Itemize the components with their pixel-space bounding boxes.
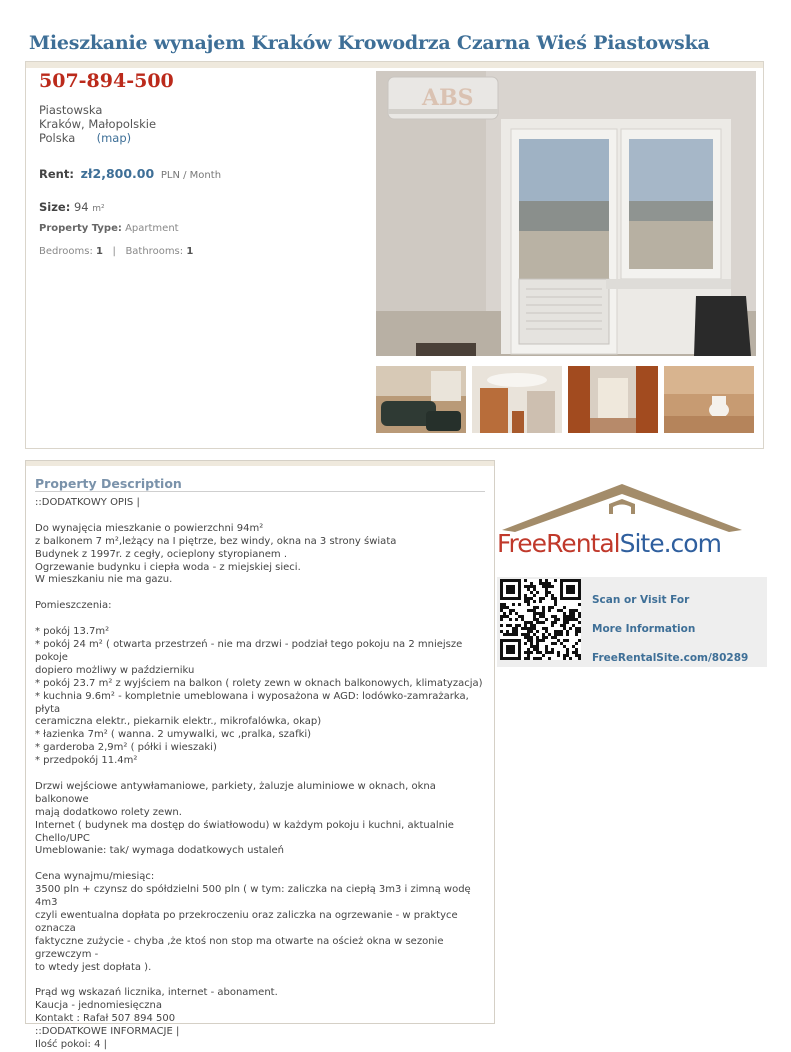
thumbnail-1-image [376,366,466,433]
logo-text-site: Site [619,529,664,558]
photo-watermark: ABS [422,85,474,111]
rent-label: Rent: [39,167,74,181]
main-photo[interactable] [376,71,756,356]
size-line [39,200,105,214]
qr-code-icon [500,579,581,660]
thumbnail-2-image [472,366,562,433]
thumbnail-3-image [568,366,658,433]
property-type-value: Apartment [125,223,179,234]
bathrooms-count: 1 [186,246,194,257]
phone-number: 507-894-500 [39,70,174,92]
scan-line-1: Scan or Visit For [592,594,690,606]
description-text: ::DODATKOWY OPIS | Do wynajęcia mieszkanie o powierzchni 94m² z balkonem 7 m²,leżący na I piętrze, bez windy, okna na 3 strony świata Budynek z 1997r. z cegły, ocieplony styropianem . Ogrzewanie budynku i ciepła woda - z miejskiej sieci. W mieszkaniu nie ma gazu. Pomieszczenia: * pokój 13.7m² * pokój 24 m² ( otwarta przestrzeń - nie ma drzwi - podział tego pokoju na 2 mniejsze pokoje dopiero możliwy w październiku * pokój 23.7 m² z wyjściem na balkon ( rolety zewn w oknach balkonowych, klimatyzacja) * kuchnia 9.6m² - kompletnie umeblowana i wyposażona w AGD: lodówko-zamrażarka, płyta ceramiczna elektr., piekarnik elektr., mikrofalówka, okap) * łazienka 7m² ( wanna. 2 umywalki, wc ,pralka, szafki) * garderoba 2,9m² ( półki i wieszaki) * przedpokój 11.4m² Drzwi wejściowe antywłamaniowe, parkiety, żaluzje aluminiowe w oknach, okna balkonowe mają dodatkowo rolety zewn. Internet ( budynek ma dostęp do światłowodu) w każdym pokoju i kuchni, aktualnie Chello/UPC Umeblowanie: tak/ wymaga dodatkowych ustaleń Cena wynajmu/miesiąc: 3500 pln + czynsz do spółdzielni 500 pln ( w tym: zaliczka na ciepłą 3m3 i zimną wodę 4m3 czyli ewentualna dopłata po przekroczeniu oraz zaliczka na ogrzewanie - w praktyce oznacza faktyczne zużycie - chyba ,że ktoś non stop ma otwarte na oścież okna w sezonie grzewczym - to wtedy jest dopłata ). Prąd wg wskazań licznika, internet - abonament. Kaucja - jednomiesięczna Kontakt : Rafał 507 894 500 ::DODATKOWE INFORMACJE | Ilość pokoi: 4 | [35,497,483,1051]
logo-text-rental: Rental [546,529,620,558]
address-city-region: Kraków, Małopolskie [39,117,157,131]
thumbnail-2[interactable] [472,366,562,433]
address-street: Piastowska [39,103,103,117]
qr-code[interactable] [500,579,581,660]
bedrooms-count: 1 [96,246,103,257]
rent-price: zł2,800.00 [80,166,155,181]
rent-unit: PLN / Month [160,170,222,181]
address-country-line [39,131,131,145]
thumbnail-4-image [664,366,754,433]
bathrooms-label: Bathrooms: [125,246,184,257]
thumbnail-1[interactable] [376,366,466,433]
rent-line [39,166,221,181]
logo-text-com: .com [663,529,721,558]
map-link[interactable]: (map) [96,131,132,145]
address-country: Polska [39,131,76,145]
bedrooms-label: Bedrooms: [39,246,93,257]
thumbnail-4[interactable] [664,366,754,433]
size-unit: m² [92,204,105,214]
rooms-line [39,246,193,257]
thumbnail-3[interactable] [568,366,658,433]
property-type-label: Property Type: [39,223,122,234]
scan-url[interactable]: FreeRentalSite.com/80289 [592,652,749,664]
description-heading: Property Description [35,476,182,491]
description-divider [35,491,485,492]
size-label: Size: [39,200,71,214]
page-title: Mieszkanie wynajem Kraków Krowodrza Czarna Wieś Piastowska [29,32,710,54]
property-type-line [39,223,179,234]
freerentalsite-logo[interactable] [497,478,747,563]
logo-text-free: Free [497,529,547,558]
size-value: 94 [73,200,89,214]
rooms-separator: | [112,246,116,257]
main-photo-image [376,71,756,356]
scan-line-2: More Information [592,623,696,635]
